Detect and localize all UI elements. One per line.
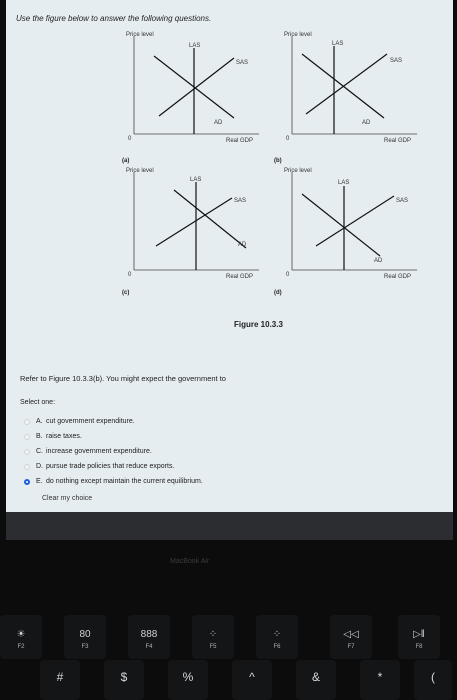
key-ampersand[interactable] <box>296 660 336 700</box>
key-percent[interactable] <box>168 660 208 700</box>
key-f5-label: F5 <box>209 644 217 650</box>
option-b-letter: B. <box>36 433 43 440</box>
panel-b-origin: 0 <box>286 136 290 142</box>
option-b-text: raise taxes. <box>46 433 82 440</box>
key-paren[interactable] <box>414 660 452 700</box>
panel-d-las-label: LAS <box>338 180 350 186</box>
option-a[interactable] <box>24 414 203 429</box>
option-d-letter: D. <box>36 463 43 470</box>
option-d-text: pursue trade policies that reduce exports. <box>46 463 175 470</box>
panel-d-origin: 0 <box>286 272 290 278</box>
panel-c-y-label: Price level <box>126 168 154 174</box>
option-e[interactable] <box>24 474 203 489</box>
key-caret[interactable] <box>232 660 272 700</box>
select-one-label: Select one: <box>20 399 56 406</box>
launchpad-icon: 888 <box>140 629 158 640</box>
panel-b-label: (b) <box>274 158 282 164</box>
key-dollar[interactable] <box>104 660 144 700</box>
instruction-text: Use the figure below to answer the following questions. <box>16 14 212 23</box>
figure-title: Figure 10.3.3 <box>234 320 283 329</box>
rewind-icon: ◁◁ <box>343 629 359 640</box>
panel-c-sas-label: SAS <box>234 198 247 204</box>
key-f3[interactable] <box>64 615 106 659</box>
panel-b-x-label: Real GDP <box>384 138 412 144</box>
panel-b-y-label: Price level <box>284 32 312 38</box>
panel-c <box>122 168 259 296</box>
option-a-text: cut government expenditure. <box>46 418 135 425</box>
option-a-radio[interactable] <box>24 419 30 425</box>
brightness-icon: ☀ <box>16 629 26 640</box>
key-f7[interactable] <box>330 615 372 659</box>
key-f5[interactable] <box>192 615 234 659</box>
key-paren-label: ( <box>431 670 435 684</box>
key-percent-label: % <box>182 670 194 684</box>
panel-a-origin: 0 <box>128 136 132 142</box>
panel-d-x-label: Real GDP <box>384 274 412 280</box>
browser-screen <box>6 0 453 540</box>
screen-bottom-bar <box>6 512 453 540</box>
key-asterisk[interactable] <box>360 660 400 700</box>
panel-c-label: (c) <box>122 290 130 296</box>
panel-c-las-label: LAS <box>190 177 202 183</box>
option-c-letter: C. <box>36 448 43 455</box>
answer-options <box>24 414 203 489</box>
panel-b-sas-label: SAS <box>390 58 403 64</box>
key-hash[interactable] <box>40 660 80 700</box>
option-c-radio[interactable] <box>24 449 30 455</box>
play-pause-icon: ▷‖ <box>413 629 425 640</box>
key-ampersand-label: & <box>311 670 320 684</box>
laptop-model-label: MacBook Air <box>170 558 210 565</box>
panel-b <box>274 32 417 164</box>
panel-a-las-label: LAS <box>189 43 201 49</box>
option-a-letter: A. <box>36 418 43 425</box>
panel-d-label: (d) <box>274 290 282 296</box>
panel-c-x-label: Real GDP <box>226 274 254 280</box>
figure-10-3-3 <box>6 0 453 330</box>
key-f8[interactable] <box>398 615 440 659</box>
panel-a <box>122 32 259 164</box>
clear-choice-link[interactable]: Clear my choice <box>42 495 93 502</box>
key-hash-label: # <box>56 670 64 684</box>
panel-b-ad-label: AD <box>362 120 371 126</box>
panel-a-y-label: Price level <box>126 32 154 38</box>
panel-b-sas-line <box>306 54 387 114</box>
panel-c-sas-line <box>156 198 232 246</box>
panel-a-label: (a) <box>122 158 130 164</box>
key-dollar-label: $ <box>120 670 128 684</box>
panel-a-x-label: Real GDP <box>226 138 254 144</box>
panel-d-ad-label: AD <box>374 258 383 264</box>
key-f4-label: F4 <box>145 644 153 650</box>
keyboard-light-down-icon: ⁘ <box>208 629 218 640</box>
panel-c-origin: 0 <box>128 272 132 278</box>
key-f6[interactable] <box>256 615 298 659</box>
option-e-radio[interactable] <box>24 479 30 485</box>
key-f3-label: F3 <box>81 644 89 650</box>
option-c[interactable] <box>24 444 203 459</box>
panel-d-y-label: Price level <box>284 168 312 174</box>
key-caret-label: ^ <box>249 670 255 684</box>
keyboard-light-up-icon: ⁘ <box>272 629 282 640</box>
key-f7-label: F7 <box>347 644 355 650</box>
question-text: Refer to Figure 10.3.3(b). You might expect the government to <box>20 374 226 383</box>
key-f4[interactable] <box>128 615 170 659</box>
panel-a-sas-label: SAS <box>236 60 249 66</box>
option-e-text: do nothing except maintain the current equilibrium. <box>46 478 203 485</box>
panel-d-sas-line <box>316 196 394 246</box>
key-f2-label: F2 <box>17 644 25 650</box>
panel-d-ad-line <box>302 194 380 256</box>
key-f6-label: F6 <box>273 644 281 650</box>
mission-control-icon: 80 <box>79 629 91 640</box>
option-b-radio[interactable] <box>24 434 30 440</box>
key-f8-label: F8 <box>415 644 423 650</box>
option-d[interactable] <box>24 459 203 474</box>
panel-d <box>274 168 417 296</box>
option-b[interactable] <box>24 429 203 444</box>
panel-d-sas-label: SAS <box>396 198 409 204</box>
panel-c-ad-label: AD <box>238 242 247 248</box>
option-d-radio[interactable] <box>24 464 30 470</box>
panel-a-ad-label: AD <box>214 120 223 126</box>
panel-b-las-label: LAS <box>332 41 344 47</box>
option-e-letter: E. <box>36 478 43 485</box>
panel-a-sas-line <box>159 58 234 116</box>
key-asterisk-label: * <box>377 670 383 684</box>
key-f2[interactable] <box>0 615 42 659</box>
option-c-text: increase government expenditure. <box>46 448 152 455</box>
